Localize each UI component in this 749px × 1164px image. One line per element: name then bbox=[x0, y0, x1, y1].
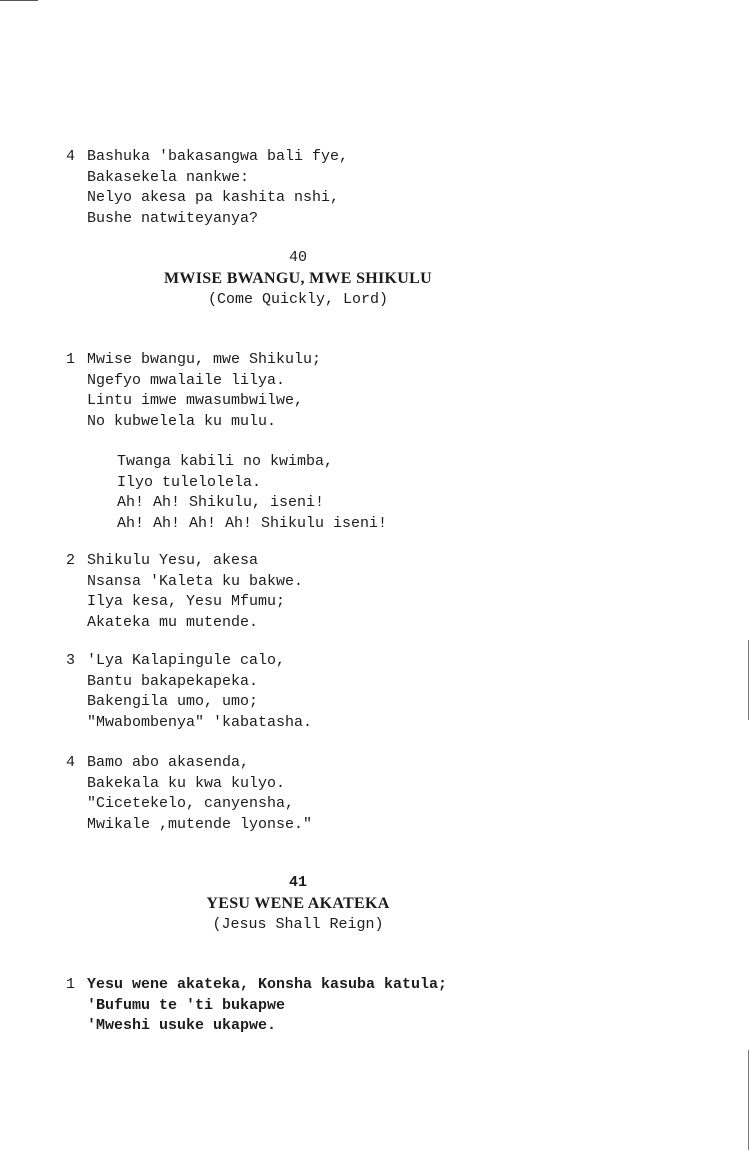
verse-line: "Mwabombenya" 'kabatasha. bbox=[87, 713, 313, 731]
verse-line: Lintu imwe mwasumbwilwe, bbox=[87, 392, 304, 409]
verse-number: 1 bbox=[66, 351, 76, 368]
verse-number: 2 bbox=[66, 552, 76, 569]
verse-number: 1 bbox=[66, 976, 76, 993]
verse-line: Bakasekela nankwe: bbox=[87, 168, 250, 186]
hymn-40-header bbox=[0, 248, 596, 310]
refrain-line: Ah! Ah! Ah! Ah! Shikulu iseni! bbox=[117, 514, 388, 532]
verse-number: 3 bbox=[66, 652, 76, 669]
verse-line: 'Bufumu te 'ti bukapwe bbox=[87, 996, 286, 1014]
hymn-title: YESU WENE AKATEKA bbox=[206, 895, 390, 912]
hymn-40-verse-3 bbox=[66, 651, 312, 733]
verse-line: Bashuka 'bakasangwa bali fye, bbox=[87, 148, 349, 165]
hymn-40-verse-2 bbox=[66, 551, 303, 633]
verse-line: Bantu bakapekapeka. bbox=[87, 672, 259, 690]
verse-line: Shikulu Yesu, akesa bbox=[87, 552, 259, 569]
verse-line: Nsansa 'Kaleta ku bakwe. bbox=[87, 572, 304, 590]
verse-line: 'Mweshi usuke ukapwe. bbox=[87, 1017, 277, 1034]
verse-number: 4 bbox=[66, 148, 76, 165]
hymn-40-verse-1 bbox=[66, 350, 321, 432]
hymn-41-header bbox=[0, 873, 596, 935]
hymn-title: MWISE BWANGU, MWE SHIKULU bbox=[164, 270, 432, 287]
verse-line: Nelyo akesa pa kashita nshi, bbox=[87, 189, 340, 206]
verse-line: Ilya kesa, Yesu Mfumu; bbox=[87, 593, 286, 610]
verse-line: No kubwelela ku mulu. bbox=[87, 412, 277, 430]
verse-line: "Cicetekelo, canyensha, bbox=[87, 795, 295, 812]
hymn-41-verse-1 bbox=[66, 975, 447, 1037]
hymn-40-verse-4 bbox=[66, 753, 312, 835]
prev-hymn-verse-4 bbox=[66, 147, 348, 229]
verse-line: 'Lya Kalapingule calo, bbox=[87, 652, 286, 669]
verse-line: Bamo abo akasenda, bbox=[87, 754, 250, 771]
verse-line: Bushe natwiteyanya? bbox=[87, 209, 259, 227]
refrain-line: Ah! Ah! Shikulu, iseni! bbox=[117, 494, 325, 511]
verse-line: Mwise bwangu, mwe Shikulu; bbox=[87, 351, 322, 368]
hymn-number: 40 bbox=[288, 249, 307, 266]
scan-corner-mark bbox=[0, 0, 38, 1]
verse-line: Ngefyo mwalaile lilya. bbox=[87, 371, 286, 389]
hymn-number: 41 bbox=[288, 874, 307, 891]
verse-line: Akateka mu mutende. bbox=[87, 613, 259, 631]
refrain-line: Ilyo tulelolela. bbox=[117, 473, 262, 491]
verse-line: Bakengila umo, umo; bbox=[87, 693, 259, 710]
refrain-line: Twanga kabili no kwimba, bbox=[117, 453, 334, 470]
hymn-subtitle: (Jesus Shall Reign) bbox=[212, 916, 384, 933]
verse-line: Yesu wene akateka, Konsha kasuba katula; bbox=[87, 976, 448, 993]
verse-line: Bakekala ku kwa kulyo. bbox=[87, 774, 286, 792]
hymn-subtitle: (Come Quickly, Lord) bbox=[207, 291, 389, 308]
hymn-40-refrain bbox=[117, 452, 387, 534]
verse-number: 4 bbox=[66, 754, 76, 771]
verse-line: Mwikale ,mutende lyonse." bbox=[87, 815, 313, 833]
